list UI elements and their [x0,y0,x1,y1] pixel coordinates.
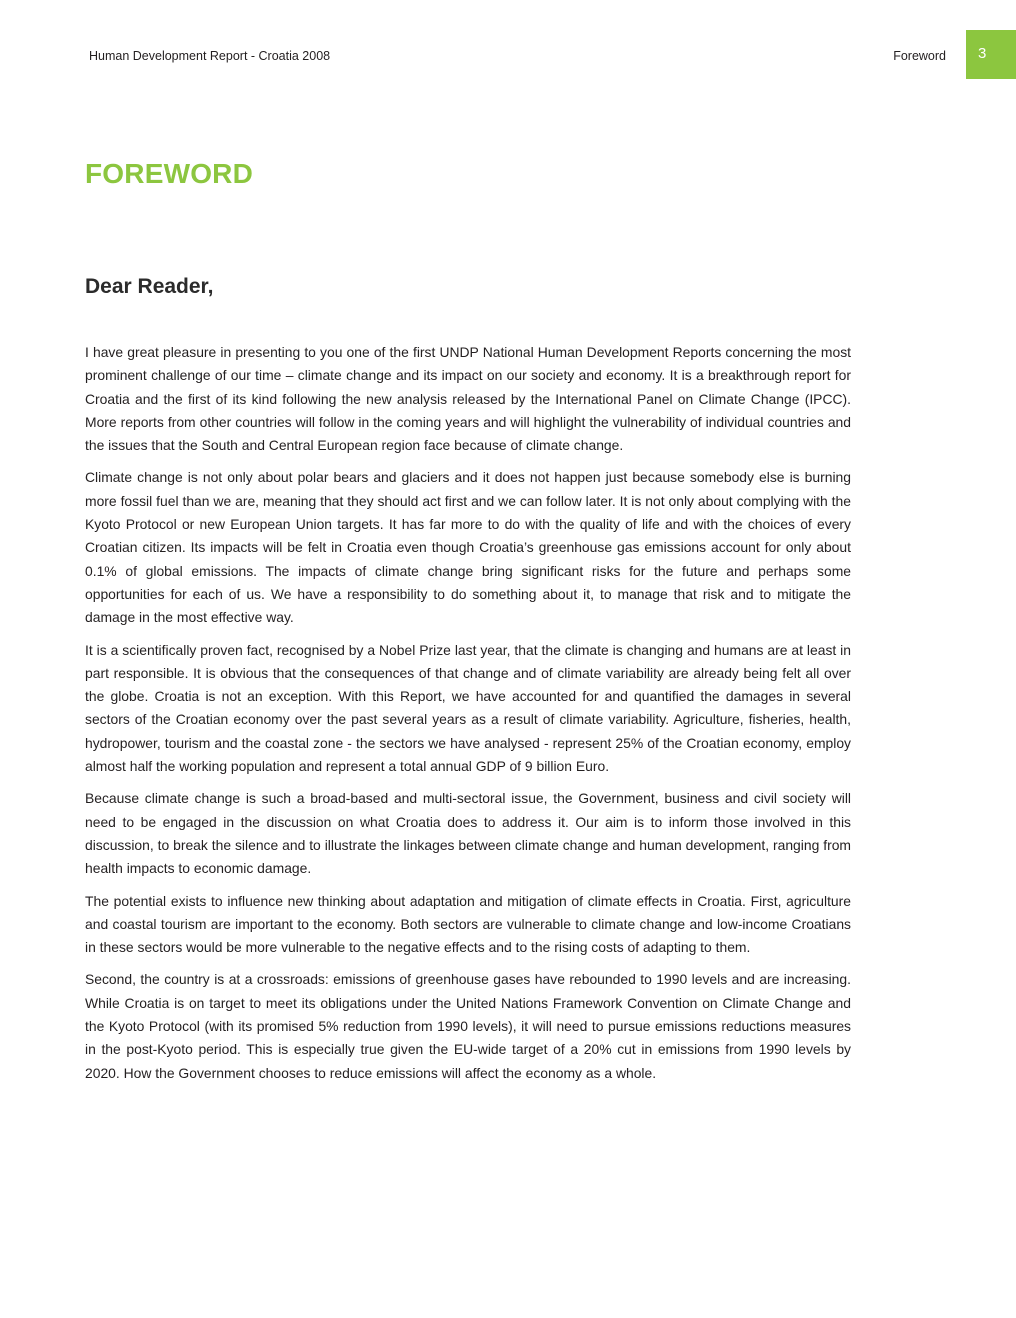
running-header-section: Foreword [893,49,946,63]
salutation: Dear Reader, [85,275,214,298]
paragraph-5: The potential exists to influence new thinking about adaptation and mitigation of climate effects in Croatia. First, agriculture and coastal tourism are important to the economy. Both sectors are vulnerable to climate change and low-income Croatians in these sectors would be more vulnerable to the negative effects and to the rising costs of adapting to them. [85,892,851,956]
foreword-body [85,341,851,1094]
paragraph-1: I have great pleasure in presenting to you one of the first UNDP National Human Development Reports concerning the most prominent challenge of our time – climate change and its impact on our society and economy. It is a breakthrough report for Croatia and the first of its kind following the new analysis released by the International Panel on Climate Change (IPCC). More reports from other countries will follow in the coming years and will highlight the vulnerability of individual countries and the issues that the South and Central European region face because of climate change. [85,344,851,454]
page-number-tab [966,30,1016,79]
paragraph-6: Second, the country is at a crossroads: emissions of greenhouse gases have rebounded to 1990 levels and are increasing. While Croatia is on target to meet its obligations under the United Nations Framework Convention on Climate Change and the Kyoto Protocol (with its promised 5% reduction from 1990 levels), it will need to pursue emissions reductions measures in the post-Kyoto period. This is especially true given the EU-wide target of a 20% cut in emissions from 1990 levels by 2020. How the Government chooses to reduce emissions will affect the economy as a whole. [85,971,851,1081]
page-number: 3 [978,45,987,62]
paragraph-3: It is a scientifically proven fact, recognised by a Nobel Prize last year, that the climate is changing and humans are at least in part responsible. It is obvious that the consequences of that change and of climate variability are already being felt all over the globe. Croatia is not an exception. With this Report, we have accounted for and quantified the damages in several sectors of the Croatian economy over the past several years as a result of climate variability. Agriculture, fisheries, health, hydropower, tourism and the coastal zone - the sectors we have analysed - represent 25% of the Croatian economy, employ almost half the working population and represent a total annual GDP of 9 billion Euro. [85,641,851,775]
page-title: FOREWORD [85,158,254,189]
paragraph-4: Because climate change is such a broad-based and multi-sectoral issue, the Government, business and civil society will need to be engaged in the discussion on what Croatia does to address it. Our aim is to inform those involved in this discussion, to break the silence and to illustrate the linkages between climate change and human development, ranging from health impacts to economic damage. [85,790,851,877]
paragraph-2: Climate change is not only about polar bears and glaciers and it does not happen just because somebody else is burning more fossil fuel than we are, meaning that they should act first and we can follow later. It is not only about complying with the Kyoto Protocol or new European Union targets. It has far more to do with the quality of life and with the choices of every Croatian citizen. Its impacts will be felt in Croatia even though Croatia’s greenhouse gas emissions account for only about 0.1% of global emissions. The impacts of climate change bring significant risks for the future and perhaps some opportunities for each of us. We have a responsibility to do something about it, to manage that risk and to mitigate the damage in the most effective way. [85,469,851,626]
running-header-title: Human Development Report - Croatia 2008 [89,49,331,63]
